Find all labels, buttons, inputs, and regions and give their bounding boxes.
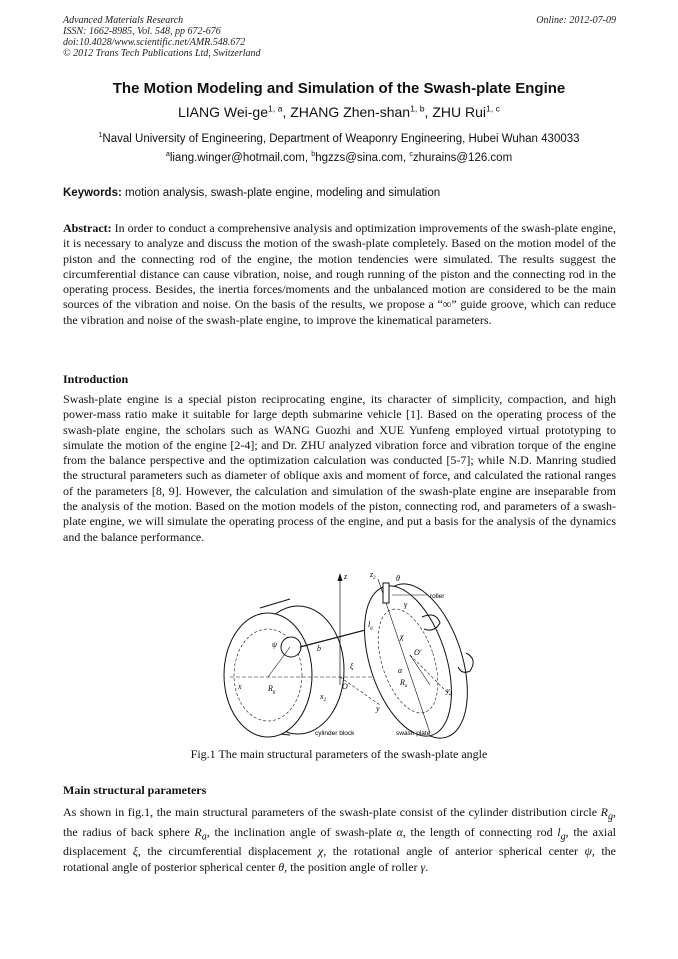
cylinder-block-top-edge <box>260 599 290 608</box>
author-name: LIANG Wei-ge <box>178 104 268 120</box>
affiliation <box>0 133 678 145</box>
label-Ra: $R_a$ <box>400 678 408 689</box>
label-chi: χ <box>400 632 404 641</box>
z-axis-arrow <box>338 573 343 581</box>
label-z: z <box>344 572 348 581</box>
figure-caption: Fig.1 The main structural parameters of the swash-plate angle <box>190 747 488 761</box>
journal-name: Advanced Materials Research <box>63 15 184 26</box>
author-sup: 1, a <box>268 103 283 114</box>
section-heading-introduction: Introduction <box>63 372 129 386</box>
doi-line[interactable]: doi:10.4028/www.scientific.net/AMR.548.672 <box>63 37 246 48</box>
keywords-text: motion analysis, swash-plate engine, modeling and simulation <box>125 187 441 199</box>
email-sup: c <box>409 150 413 159</box>
label-y: y <box>376 704 380 713</box>
label-psi: ψ <box>272 640 277 649</box>
section-heading-main-structural-parameters: Main structural parameters <box>63 783 207 797</box>
label-O: O <box>342 682 348 691</box>
author-sup: 1, b <box>410 103 425 114</box>
label-xi: ξ <box>350 662 354 671</box>
label-swash-plate: swash plate <box>396 730 431 737</box>
label-cylinder-block: cylinder block <box>315 730 355 737</box>
copyright-line: © 2012 Trans Tech Publications Ltd, Switzerland <box>63 48 261 59</box>
abstract-text: In order to conduct a comprehensive analysis and optimization improvements of the swash-plate engine, it is necessary to analyze and discuss the motion of the swash-plate completely. Based on the motion model of the piston and the connecting rod of the engine, the motion tendencies were simulated. The results suggest the circumferential distance can cause vibration, noise, and rough running of the piston and the connecting rod in the operating process. Besides, the inertia forces/moments and the unbalanced motion are considered to be the main sources of the vibration and noise. On the basis of the results, we propose a “∞” guide groove, which can reduce the vibration and noise of the swash-plate engine, to improve the kinematical parameters. <box>63 221 617 327</box>
paper-title: The Motion Modeling and Simulation of the Swash-plate Engine <box>112 80 566 97</box>
label-gamma: γ <box>404 600 408 609</box>
label-theta: θ <box>396 574 400 583</box>
cylinder-block-front <box>224 613 312 737</box>
main-structural-parameters-text: As shown in fig.1, the main structural parameters of the swash-plate consist of the cylinder distribution circle $R_g$, the radius of back sphere $R_a$, the inclination angle of swash-plate α, the length of connecting rod $l_g$, the axial displacement ξ, the circumferential displacement χ, the rotational angle of anterior spherical center ψ, the rotational angle of posterior spherical center θ, the position angle of roller γ. <box>63 805 617 874</box>
affiliation-text: Naval University of Engineering, Department of Weaponry Engineering, Hubei Wuhan 430033 <box>102 133 580 145</box>
online-date: Online: 2012-07-09 <box>536 15 616 26</box>
author-sup: 1, c <box>486 103 500 114</box>
label-alpha: α <box>398 666 403 675</box>
keywords <box>63 187 616 199</box>
email-address[interactable]: liang.winger@hotmail.com <box>169 152 305 164</box>
email-address[interactable]: zhurains@126.com <box>412 152 513 164</box>
label-y2: $y_2$ <box>446 686 453 697</box>
label-x2: $x_2$ <box>320 692 327 703</box>
abstract <box>63 221 616 328</box>
piston-bore <box>281 637 301 657</box>
label-z2: $z_2$ <box>370 570 376 581</box>
label-x: x <box>238 682 242 691</box>
affiliation-sup: 1 <box>98 131 103 140</box>
roller-shape <box>383 583 389 603</box>
swash-plate-diagram <box>210 565 480 745</box>
author-list: LIANG Wei-ge$^{1, a}$, ZHANG Zhen-shan$^{1, b}$, ZHU Rui$^{1, c}$ <box>178 103 500 120</box>
figure-1 <box>210 565 480 745</box>
label-O-prime: O′ <box>414 648 422 657</box>
keywords-label: Keywords: <box>63 187 122 199</box>
email-list: $^a$liang.winger@hotmail.com, $^b$hgzzs@sina.com, $^c$zhurains@126.com <box>165 150 513 164</box>
author-name: ZHU Rui <box>432 104 486 120</box>
label-b: b <box>317 644 321 653</box>
author-name: ZHANG Zhen-shan <box>290 104 411 120</box>
email-address[interactable]: hgzzs@sina.com <box>315 152 403 164</box>
issn-line: ISSN: 1662-8985, Vol. 548, pp 672-676 <box>63 26 221 37</box>
label-roller: roller <box>430 593 445 600</box>
email-sup: a <box>165 150 170 159</box>
abstract-label: Abstract: <box>63 221 112 235</box>
email-sup: b <box>311 150 316 159</box>
introduction-text: Swash-plate engine is a special piston reciprocating engine, its character of simplicity, compaction, and high power-mass ratio make it suitable for large depth submarine vehicle [1]. Based on the operating process of the swash-plate engine, the scholars such as WANG Guozhi and XUE Yunfeng employed virtual prototyping to simulate the motion of the engine [2-4]; and Dr. ZHU analyzed vibration force and vibration torque of the engine from the balance perspective and the optimization calculation was conducted [5-7]; while N.D. Manring studied the structural parameters such as diameter of oblique axis and moment of force, and calculated the rational ranges of the parameters [8, 9]. However, the calculation and simulation of the swash-plate engine are inseparable from the analysis of the motion. Based on the motion models of the piston, connecting rod, and parameters of a swash-plate engine, we will simulate the operating process of the engine, and put a basis for the analysis of the dynamics and the balance performance. <box>63 392 616 544</box>
label-Rg: $R_g$ <box>268 684 276 695</box>
label-lg: $l_g$ <box>368 620 373 631</box>
journal-header <box>63 15 616 59</box>
